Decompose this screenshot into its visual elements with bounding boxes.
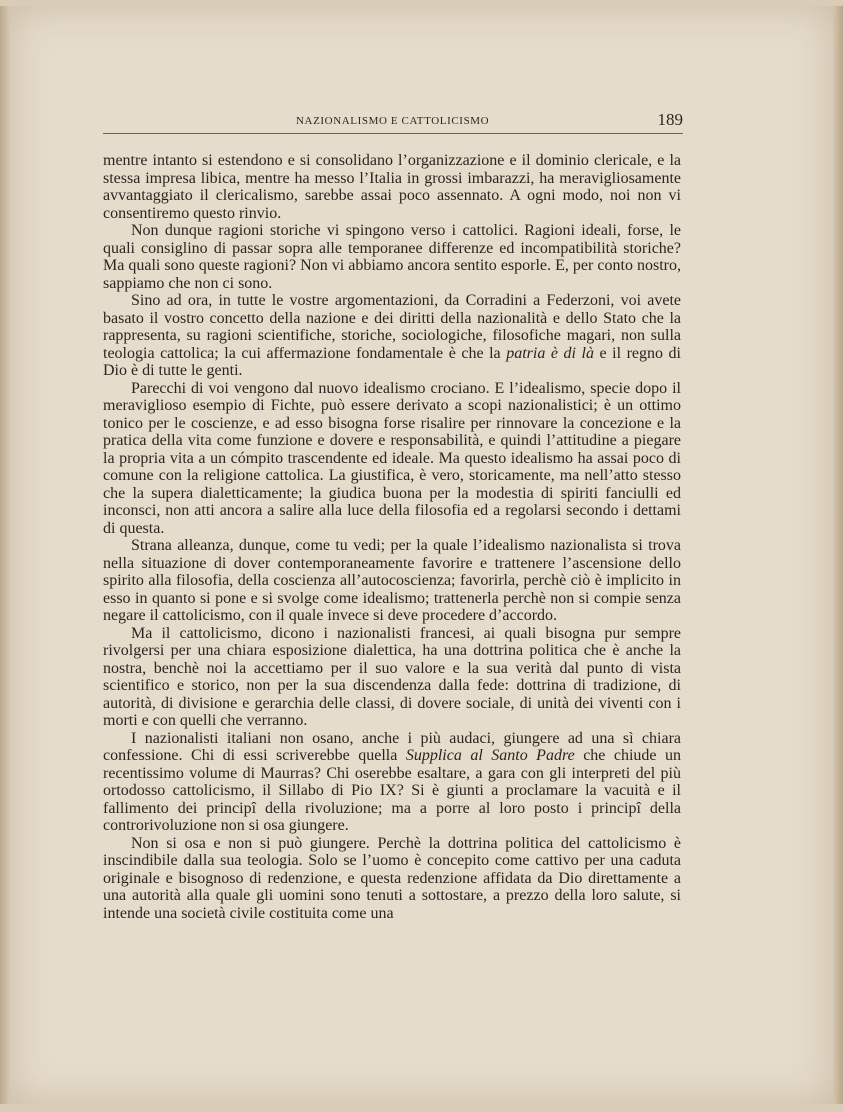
paragraph <box>103 222 681 292</box>
italic-text: Supplica al Santo Padre <box>405 747 575 764</box>
page-number: 189 <box>657 110 683 129</box>
header-rule <box>103 133 683 134</box>
paragraph <box>103 835 681 923</box>
page-edge-left <box>0 6 10 1104</box>
paragraph <box>103 625 681 730</box>
paragraph <box>103 152 681 222</box>
text-run: Ma il cattolicismo, dicono i nazionalisti francesi, ai quali bisogna pur sempre rivolgersi per una chiara esposizione dialettica, ha una dottrina politica che è anche la nostra, benchè noi la accettiamo per il suo valore e la sua verità dal punto di vista scientifico e storico, non per la sua discendenza dalla fede: dottrina di tradizione, di autorità, di divisione e gerarchia delle classi, di dovere sociale, di unità dei viventi con i morti e con quelli che verranno. <box>103 624 681 729</box>
paragraph <box>103 537 681 625</box>
body-text <box>103 152 681 922</box>
paragraph <box>103 292 681 380</box>
text-run: Parecchi di voi vengono dal nuovo idealismo crociano. E l’idealismo, specie dopo il meraviglioso esempio di Fichte, può essere derivato a scopi nazionalistici; è un ottimo tonico per le coscienze, e ad esso bisogna forse risalire per rinnovare la concezione e la pratica della vita come funzione e dovere e responsabilità, e quindi l’attitudine a piegare la propria vita a un cómpito trascendente ed ideale. Ma questo idealismo ha assai poco di comune con la religione cattolica. La giustifica, è vero, storicamente, ma nell’atto stesso che la supera dialetticamente; la giudica buona per la modestia di spiriti fanciulli ed inconsci, non atti ancora a salire alla luce della filosofia ed a regolarsi secondo i dettami di questa. <box>103 379 681 537</box>
paragraph <box>103 380 681 538</box>
running-title: NAZIONALISMO E CATTOLICISMO <box>296 115 490 127</box>
text-run: Strana alleanza, dunque, come tu vedi; per la quale l’idealismo nazionalista si trova nella situazione di dover contemporaneamente favorire e trattenere l’ascensione dello spirito alla filosofia, della coscienza all’autocoscienza; favorirla, perchè ciò è implicito in esso in quanto si pone e si svolge come idealismo; trattenerla perchè non si compie senza negare il cattolicismo, con il quale invece si deve procedere d’accordo. <box>103 537 681 624</box>
text-run: e il regno di Dio è di tutte le genti. <box>103 344 682 379</box>
text-run: mentre intanto si estendono e si consolidano l’organizzazione e il dominio clericale, e la stessa impresa libica, mentre ha messo l’Italia in grossi imbarazzi, ha meravigliosamente avvantaggiato il clericalismo, sarebbe assai poco assennato. A ogni modo, noi non vi consentiremo questo rinvio. <box>103 152 681 222</box>
text-run: che chiude un recentissimo volume di Maurras? Chi oserebbe esaltare, a gara con gli interpreti del più ortodosso cattolicismo, il Sillabo di Pio IX? Si è giunti a proclamare la vacuità e il fallimento dei principî della rivoluzione; ma a porre al loro posto i principî della controrivoluzione non si osa giungere. <box>103 747 682 834</box>
text-run: Non si osa e non si può giungere. Perchè la dottrina politica del cattolicismo è inscindibile dalla sua teologia. Solo se l’uomo è concepito come cattivo per una caduta originale e bisognoso di redenzione, e questa redenzione affidata da Dio direttamente a una autorità alla quale gli uomini sono tenuti a sottostare, a prezzo della loro salute, si intende una società civile costituita come una <box>103 834 681 922</box>
page-header <box>103 110 683 134</box>
text-run: I nazionalisti italiani non osano, anche i più audaci, giungere ad una sì chiara confessione. Chi di essi scriverebbe quella <box>103 729 681 764</box>
text-run: Sino ad ora, in tutte le vostre argomentazioni, da Corradini a Federzoni, voi avete basato il vostro concetto della nazione e dei diritti della nazionalità e dello Stato che la rappresenta, su ragioni scientifiche, storiche, sociologiche, filosofiche magari, non sulla teologia cattolica; la cui affermazione fondamentale è che la <box>103 292 681 362</box>
paragraph <box>103 730 681 835</box>
italic-text: patria è di là <box>506 344 594 362</box>
page-edge-right <box>833 6 843 1104</box>
text-run: Non dunque ragioni storiche vi spingono verso i cattolici. Ragioni ideali, forse, le quali consiglino di passar sopra alle temporanee differenze ed incompatibilità storiche? Ma quali sono queste ragioni? Non vi abbiamo ancora sentito esporle. E, per conto nostro, sappiamo che non ci sono. <box>103 222 681 292</box>
